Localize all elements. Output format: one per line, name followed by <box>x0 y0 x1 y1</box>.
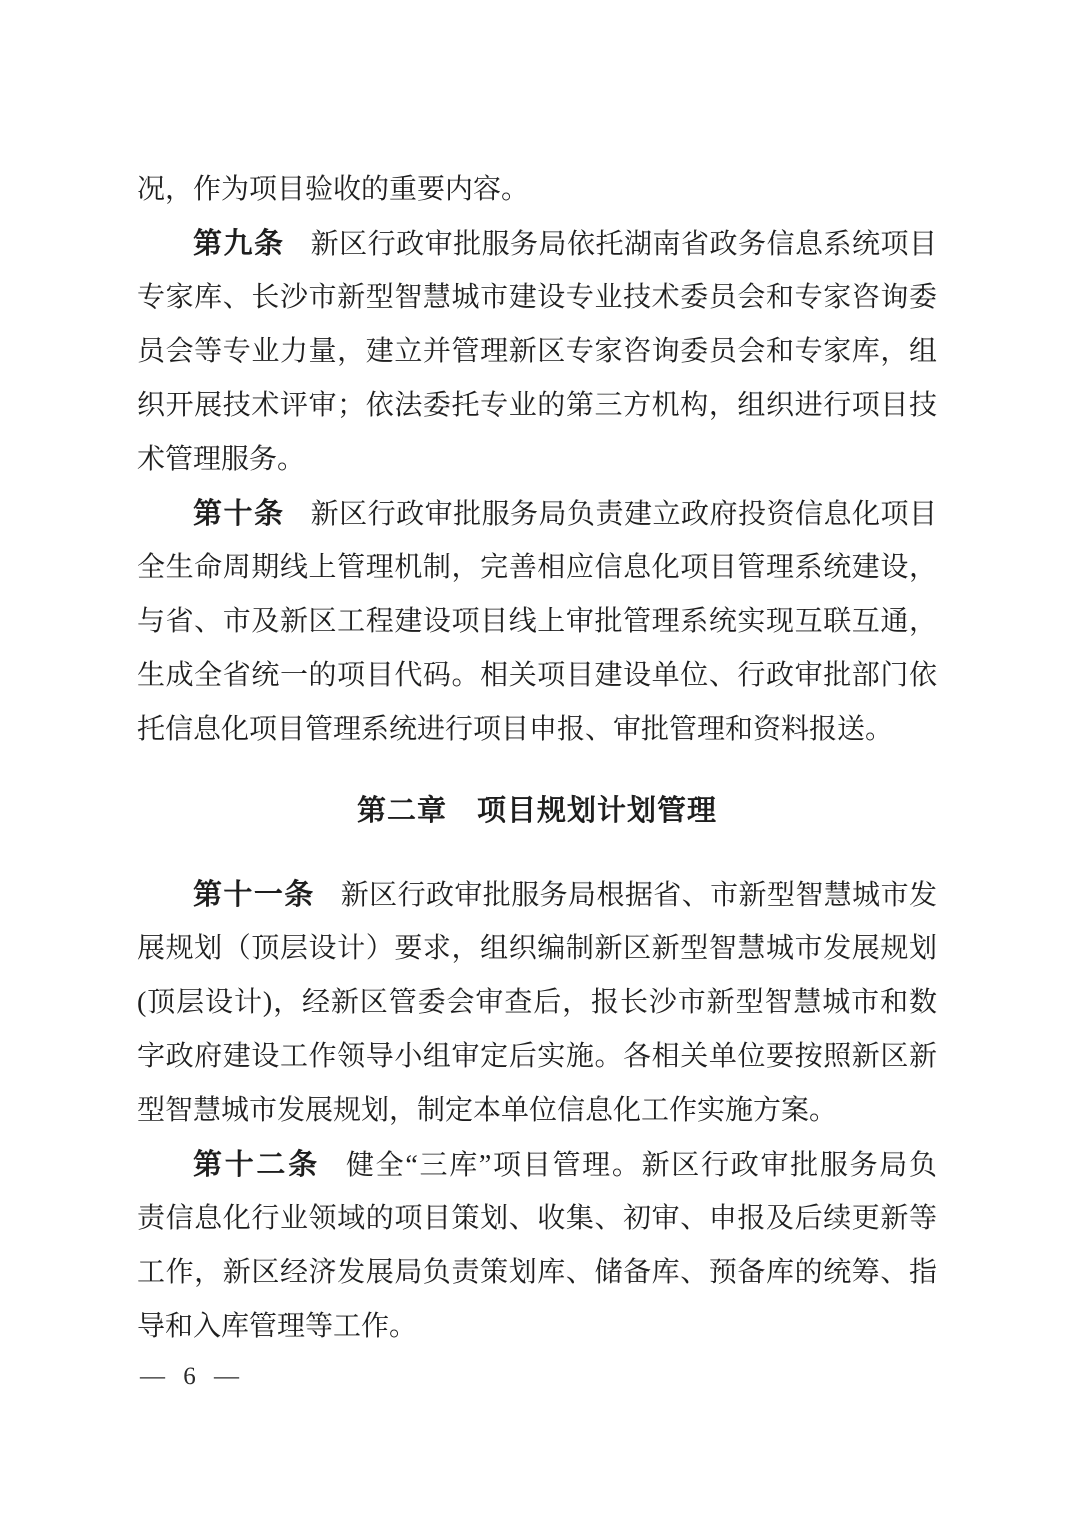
paragraph-line: 员会等专业力量，建立并管理新区专家咨询委员会和专家库，组 <box>137 336 937 367</box>
paragraph-line <box>137 217 937 271</box>
document-body <box>137 163 937 1354</box>
article-number: 第十一条 <box>193 879 315 911</box>
paragraph-line: 责信息化行业领域的项目策划、收集、初审、申报及后续更新等 <box>137 1203 937 1234</box>
paragraph-line: 展规划（顶层设计）要求，组织编制新区新型智慧城市发展规划 <box>137 933 937 964</box>
paragraph-line: 术管理服务。 <box>137 444 306 475</box>
paragraph-line: 导和入库管理等工作。 <box>137 1311 418 1342</box>
article-number: 第十二条 <box>193 1149 320 1181</box>
paragraph-line: 全生命周期线上管理机制，完善相应信息化项目管理系统建设， <box>137 552 937 583</box>
chapter-heading: 第二章 项目规划计划管理 <box>356 795 717 827</box>
paragraph-line: 织开展技术评审；依法委托专业的第三方机构，组织进行项目技 <box>137 390 937 421</box>
article-number: 第十条 <box>193 498 285 530</box>
paragraph-line <box>137 868 937 922</box>
paragraph-line: 工作，新区经济发展局负责策划库、储备库、预备库的统筹、指 <box>137 1257 937 1288</box>
paragraph-line <box>137 487 937 541</box>
paragraph-line: (顶层设计)，经新区管委会审查后，报长沙市新型智慧城市和数 <box>137 987 937 1018</box>
paragraph-text: 新区行政审批服务局根据省、市新型智慧城市发 <box>340 880 937 911</box>
paragraph-text: 新区行政审批服务局负责建立政府投资信息化项目 <box>310 499 937 530</box>
paragraph-line: 况，作为项目验收的重要内容。 <box>137 174 530 205</box>
paragraph-line: 生成全省统一的项目代码。相关项目建设单位、行政审批部门依 <box>137 660 937 691</box>
paragraph-line: 型智慧城市发展规划，制定本单位信息化工作实施方案。 <box>137 1095 838 1126</box>
paragraph-line: 与省、市及新区工程建设项目线上审批管理系统实现互联互通， <box>137 606 937 637</box>
paragraph-text: 健全“三库”项目管理。新区行政审批服务局负 <box>345 1150 937 1181</box>
paragraph-line: 字政府建设工作领导小组审定后实施。各相关单位要按照新区新 <box>137 1041 937 1072</box>
paragraph-line: 专家库、长沙市新型智慧城市建设专业技术委员会和专家咨询委 <box>137 282 937 313</box>
paragraph-line: 托信息化项目管理系统进行项目申报、审批管理和资料报送。 <box>137 714 894 745</box>
paragraph-line <box>137 1138 937 1192</box>
page-number: — 6 — <box>140 1363 245 1390</box>
article-number: 第九条 <box>193 228 285 260</box>
paragraph-text: 新区行政审批服务局依托湖南省政务信息系统项目 <box>310 229 937 260</box>
